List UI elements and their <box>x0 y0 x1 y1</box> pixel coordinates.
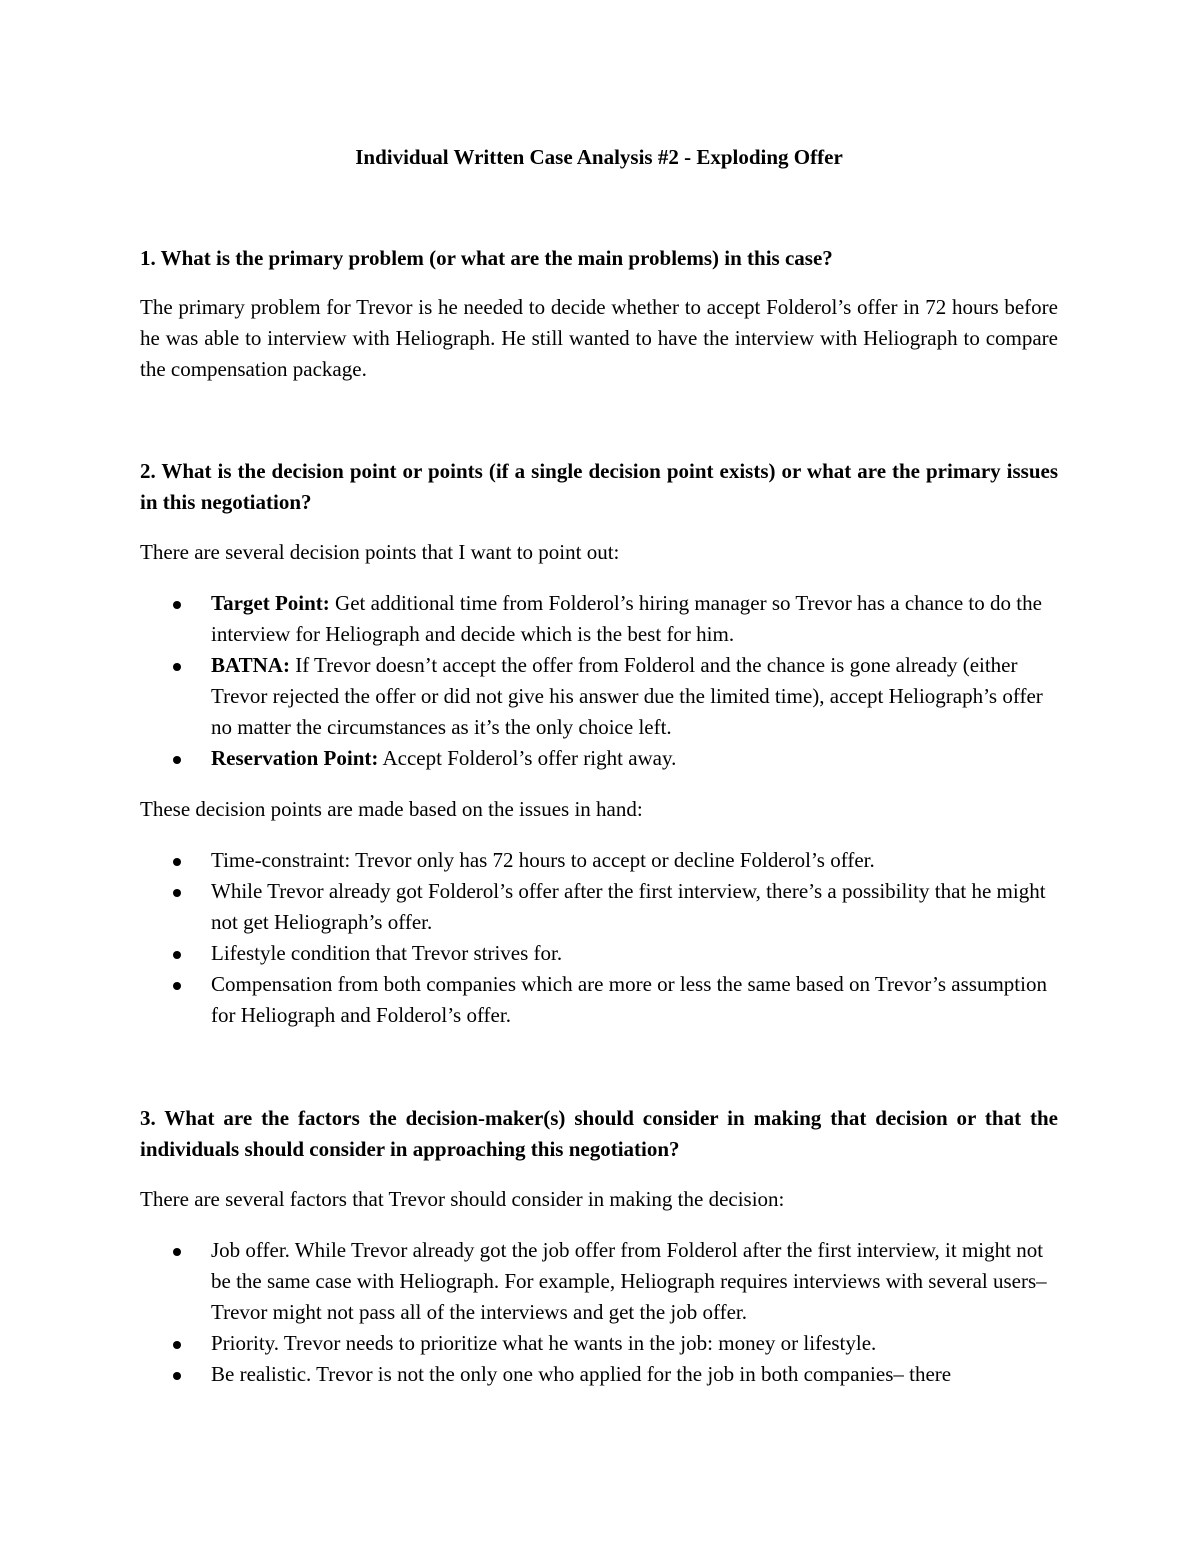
question-2-intro: There are several decision points that I want to point out: <box>140 540 620 564</box>
question-3-heading: 3. What are the factors the decision-maker(s) should consider in making that decision or that the individuals should consider in approaching this negotiation? <box>140 1106 1058 1161</box>
factors-list <box>140 1235 1058 1390</box>
decision-point-text: Get additional time from Folderol’s hiring manager so Trevor has a chance to do the interview for Heliograph and decide which is the best for him. <box>211 591 1042 646</box>
bullet-icon <box>173 756 181 764</box>
question-2-heading: 2. What is the decision point or points (if a single decision point exists) or what are the primary issues in this negotiation? <box>140 459 1058 514</box>
bullet-icon <box>173 1341 181 1349</box>
question-3-intro: There are several factors that Trevor should consider in making the decision: <box>140 1187 785 1211</box>
bullet-icon <box>173 889 181 897</box>
bullet-icon <box>173 601 181 609</box>
factor-text: Be realistic. Trevor is not the only one who applied for the job in both companies– there <box>211 1362 952 1386</box>
issue-item <box>140 876 1058 938</box>
issues-list <box>140 845 1058 1031</box>
question-1-heading: 1. What is the primary problem (or what are the main problems) in this case? <box>140 246 833 270</box>
factor-text: Job offer. While Trevor already got the job offer from Folderol after the first interview, it might not be the same case with Heliograph. For example, Heliograph requires interviews with several users– Trevor might not pass all of the interviews and get the job offer. <box>211 1238 1047 1324</box>
bullet-icon <box>173 982 181 990</box>
decision-points-list <box>140 588 1058 774</box>
bullet-icon <box>173 858 181 866</box>
decision-point-text: Accept Folderol’s offer right away. <box>378 746 677 770</box>
decision-point-target <box>140 588 1058 650</box>
issues-intro: These decision points are made based on the issues in hand: <box>140 797 643 821</box>
bullet-icon <box>173 663 181 671</box>
factor-text: Priority. Trevor needs to prioritize what he wants in the job: money or lifestyle. <box>211 1331 877 1355</box>
decision-point-label: BATNA: <box>211 653 290 677</box>
issue-text: While Trevor already got Folderol’s offer after the first interview, there’s a possibility that he might not get Heliograph’s offer. <box>211 879 1046 934</box>
question-1-answer: The primary problem for Trevor is he needed to decide whether to accept Folderol’s offer in 72 hours before he was able to interview with Heliograph. He still wanted to have the interview with Heliograph to compare the compensation package. <box>140 295 1058 381</box>
bullet-icon <box>173 1372 181 1380</box>
bullet-icon <box>173 951 181 959</box>
issue-text: Compensation from both companies which are more or less the same based on Trevor’s assumption for Heliograph and Folderol’s offer. <box>211 972 1047 1027</box>
decision-point-label: Target Point: <box>211 591 330 615</box>
decision-point-label: Reservation Point: <box>211 746 379 770</box>
bullet-icon <box>173 1248 181 1256</box>
factor-item <box>140 1235 1058 1328</box>
document-title: Individual Written Case Analysis #2 - Exploding Offer <box>355 145 843 169</box>
issue-item <box>140 845 1058 876</box>
decision-point-text: If Trevor doesn’t accept the offer from Folderol and the chance is gone already (either Trevor rejected the offer or did not give his answer due the limited time), accept Heliograph’s offer no matter the circumstances as it’s the only choice left. <box>211 653 1043 739</box>
issue-item <box>140 969 1058 1031</box>
factor-item <box>140 1328 1058 1359</box>
issue-text: Lifestyle condition that Trevor strives for. <box>211 941 563 965</box>
factor-item <box>140 1359 1058 1390</box>
issue-item <box>140 938 1058 969</box>
issue-text: Time-constraint: Trevor only has 72 hours to accept or decline Folderol’s offer. <box>211 848 875 872</box>
decision-point-reservation <box>140 743 1058 774</box>
decision-point-batna <box>140 650 1058 743</box>
